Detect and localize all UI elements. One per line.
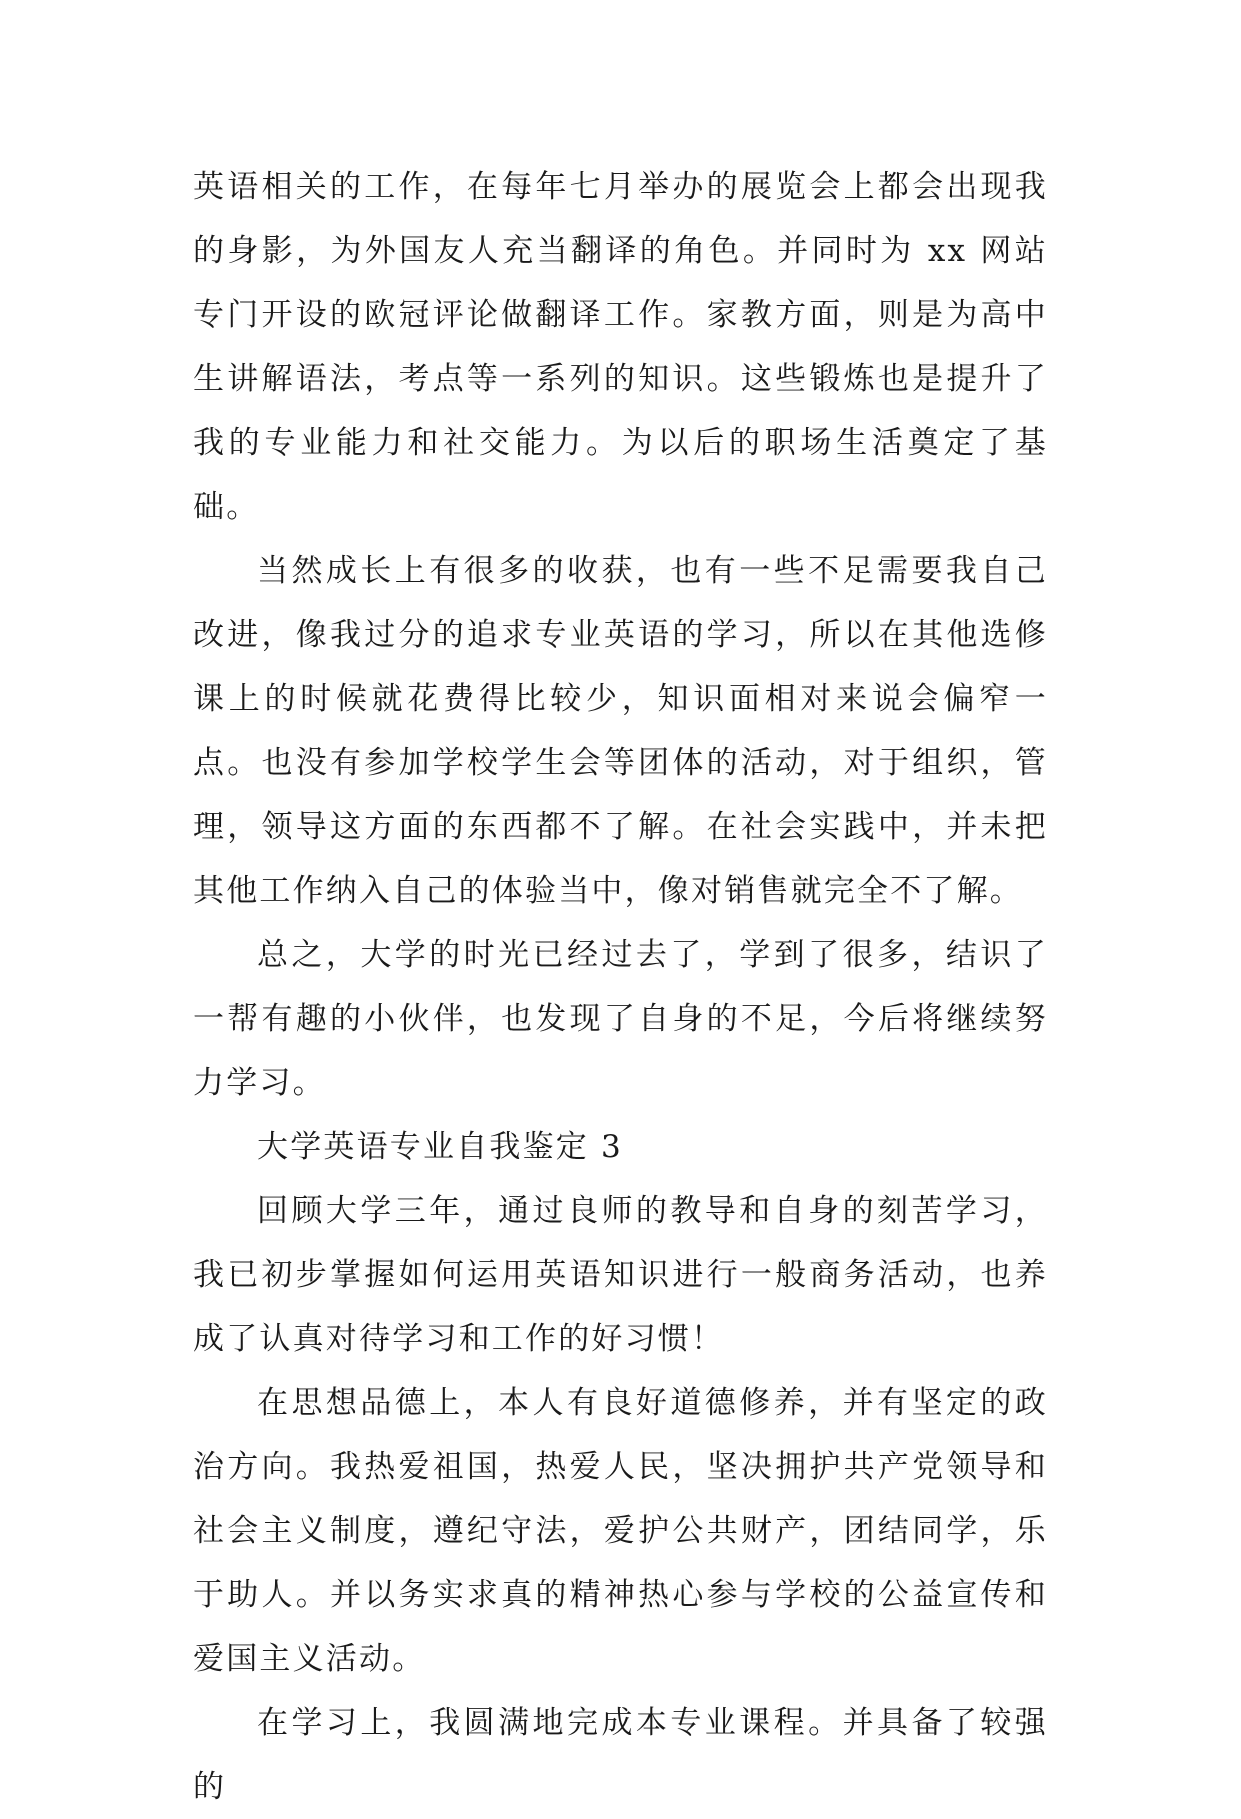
paragraph-morality: 在思想品德上，本人有良好道德修养，并有坚定的政治方向。我热爱祖国，热爱人民，坚决拥护共产党领导和社会主义制度，遵纪守法，爱护公共财产，团结同学，乐于助人。并以务实求真的精神热心参与学校的公益宣传和爱国主义活动。 <box>193 1385 1048 1677</box>
paragraph-work-experience: 英语相关的工作，在每年七月举办的展览会上都会出现我的身影，为外国友人充当翻译的角色。并同时为 xx 网站专门开设的欧冠评论做翻译工作。家教方面，则是为高中生讲解语法，考点等一系列的知识。这些锻炼也是提升了我的专业能力和社交能力。为以后的职场生活奠定了基础。 <box>193 169 1048 525</box>
paragraph-review: 回顾大学三年，通过良师的教导和自身的刻苦学习，我已初步掌握如何运用英语知识进行一般商务活动，也养成了认真对待学习和工作的好习惯！ <box>193 1193 1048 1357</box>
paragraph-study: 在学习上，我圆满地完成本专业课程。并具备了较强的 <box>193 1705 1048 1805</box>
paragraph-conclusion: 总之，大学的时光已经过去了，学到了很多，结识了一帮有趣的小伙伴，也发现了自身的不足，今后将继续努力学习。 <box>193 937 1048 1101</box>
section-title: 大学英语专业自我鉴定 3 <box>257 1129 623 1165</box>
paragraph-shortcomings: 当然成长上有很多的收获，也有一些不足需要我自己改进，像我过分的追求专业英语的学习，所以在其他选修课上的时候就花费得比较少，知识面相对来说会偏窄一点。也没有参加学校学生会等团体的活动，对于组织，管理，领导这方面的东西都不了解。在社会实践中，并未把其他工作纳入自己的体验当中，像对销售就完全不了解。 <box>193 553 1048 909</box>
document-page <box>193 155 1048 1819</box>
